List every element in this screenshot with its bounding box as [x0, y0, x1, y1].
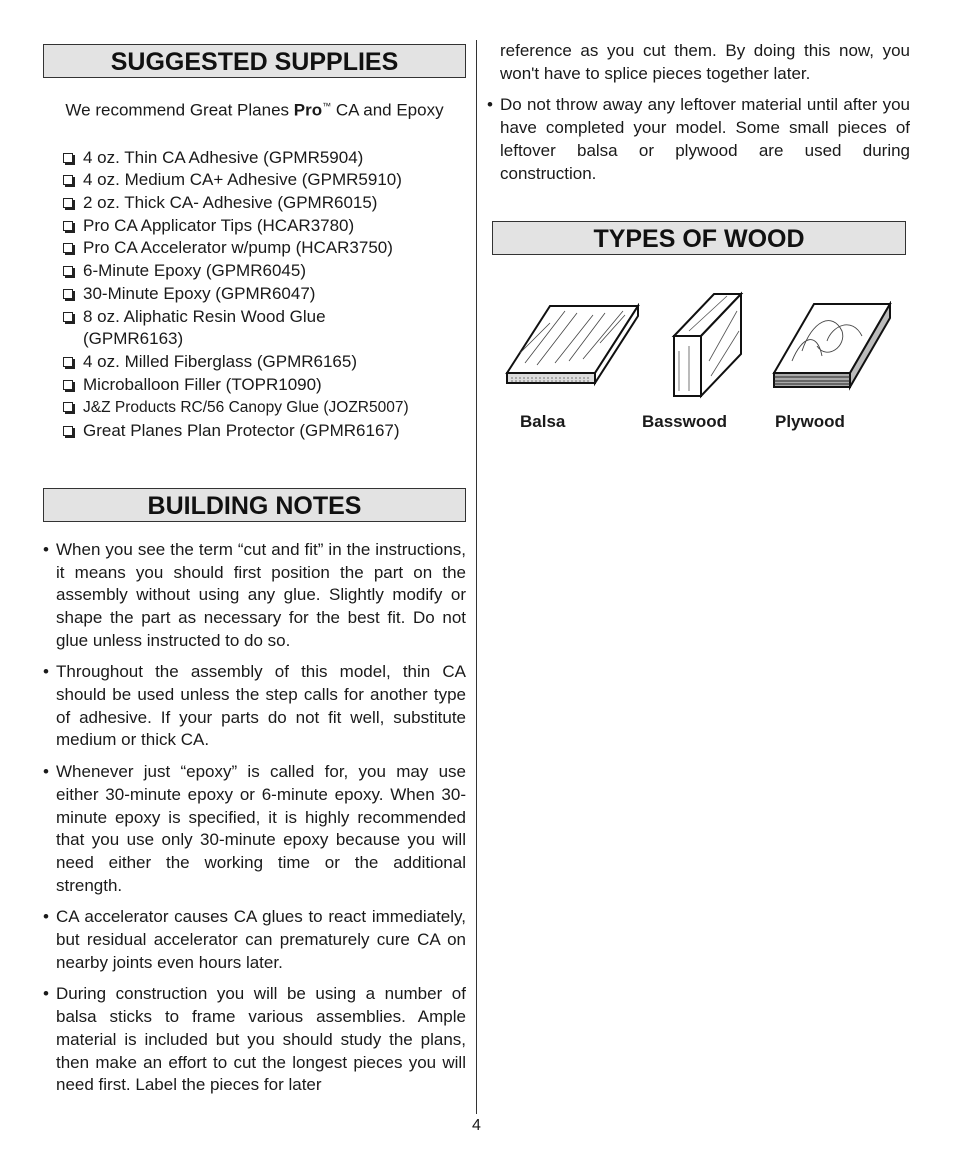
supply-item-label-cont: (GPMR6163)	[83, 329, 184, 349]
plywood-illustration	[772, 301, 892, 396]
checkbox-icon[interactable]	[63, 266, 73, 276]
supply-item	[63, 169, 466, 192]
supply-item	[63, 260, 466, 283]
supply-item	[63, 396, 466, 420]
page-number: 4	[472, 1117, 481, 1134]
building-note	[43, 539, 466, 653]
left-column	[43, 44, 466, 1106]
checkbox-icon[interactable]	[63, 153, 73, 163]
basswood-label: Basswood	[642, 412, 728, 432]
supply-item-label: Pro CA Accelerator w/pump (HCAR3750)	[83, 238, 393, 258]
bullet: •	[43, 539, 49, 559]
supplies-checklist	[63, 147, 466, 443]
plywood-label: Plywood	[775, 412, 845, 432]
checkbox-icon[interactable]	[63, 175, 73, 185]
supply-item	[63, 306, 466, 351]
checkbox-icon[interactable]	[63, 198, 73, 208]
checkbox-icon[interactable]	[63, 312, 73, 322]
checkbox-icon[interactable]	[63, 221, 73, 231]
supply-item	[63, 215, 466, 238]
intro-brand: Pro	[293, 100, 323, 120]
bullet: •	[43, 907, 49, 927]
note-text: CA accelerator causes CA glues to react immediately, but residual accelerator can prematurely cure CA on nearby joints even hours later.	[56, 907, 466, 972]
note-text: Whenever just “epoxy” is called for, you may use either 30-minute epoxy or 6-minute epoxy. When 30-minute epoxy is specified, it is highly recommended that you use only 30-minute epoxy because you will need either the working time or the additional strength.	[56, 762, 466, 895]
types-of-wood-heading: TYPES OF WOOD	[492, 221, 906, 255]
bullet: •	[43, 662, 49, 682]
supply-item	[63, 351, 466, 374]
checkbox-icon[interactable]	[63, 289, 73, 299]
balsa-illustration	[505, 303, 640, 398]
supply-item-label: 2 oz. Thick CA- Adhesive (GPMR6015)	[83, 193, 378, 213]
supply-item-label: Pro CA Applicator Tips (HCAR3780)	[83, 215, 355, 235]
building-notes-heading: BUILDING NOTES	[43, 488, 466, 522]
supply-item	[63, 147, 466, 170]
bullet: •	[43, 984, 49, 1004]
bullet: •	[487, 95, 493, 115]
supply-item-label: 4 oz. Medium CA+ Adhesive (GPMR5910)	[83, 170, 402, 190]
supply-item-label: 6-Minute Epoxy (GPMR6045)	[83, 261, 306, 281]
basswood-illustration	[669, 291, 749, 401]
supply-item-label: Microballoon Filler (TOPR1090)	[83, 374, 322, 394]
supply-item-label: 4 oz. Milled Fiberglass (GPMR6165)	[83, 351, 357, 371]
checkbox-icon[interactable]	[63, 402, 73, 412]
checkbox-icon[interactable]	[63, 426, 73, 436]
building-notes-list	[43, 539, 466, 1097]
checkbox-icon[interactable]	[63, 380, 73, 390]
checkbox-icon[interactable]	[63, 243, 73, 253]
supply-item	[63, 374, 466, 397]
balsa-label: Balsa	[520, 412, 566, 432]
note-text: During construction you will be using a number of balsa sticks to frame various assemblies. Ample material is included but you should study the plans, then make an effort to cut the longest pieces you will need first. Label the pieces for later	[56, 984, 466, 1095]
supply-item-label: Great Planes Plan Protector (GPMR6167)	[83, 421, 400, 441]
wood-types-figure	[487, 303, 910, 433]
note-text: Do not throw away any leftover material until after you have completed your model. Some small pieces of leftover balsa or plywood are used during construction.	[500, 95, 910, 183]
note-text: When you see the term “cut and fit” in the instructions, it means you should first position the part on the assembly without using any glue. Slightly modify or shape the part as necessary for the best fit. Do not glue unless instructed to do so.	[56, 539, 466, 650]
supply-item	[63, 192, 466, 215]
building-note	[43, 661, 466, 752]
right-column	[487, 40, 910, 433]
supply-item	[63, 420, 466, 443]
intro-text-after: CA and Epoxy	[331, 100, 444, 120]
bullet: •	[43, 762, 49, 782]
supply-item	[63, 237, 466, 260]
supply-item-label: 8 oz. Aliphatic Resin Wood Glue	[83, 306, 326, 326]
supply-item	[63, 283, 466, 306]
supply-item-label: 30-Minute Epoxy (GPMR6047)	[83, 283, 316, 303]
building-note-continued: reference as you cut them. By doing this now, you won't have to splice pieces together later.	[500, 41, 910, 83]
checkbox-icon[interactable]	[63, 357, 73, 367]
supplies-intro	[43, 95, 466, 122]
supply-item-label: 4 oz. Thin CA Adhesive (GPMR5904)	[83, 147, 364, 167]
building-note	[43, 761, 466, 897]
building-note	[43, 906, 466, 974]
note-text: Throughout the assembly of this model, thin CA should be used unless the step calls for another type of adhesive. If your parts do not fit well, substitute medium or thick CA.	[56, 662, 466, 750]
supply-item-label: J&Z Products RC/56 Canopy Glue (JOZR5007)	[83, 399, 409, 417]
trademark-symbol: ™	[322, 101, 332, 111]
building-note	[487, 94, 910, 185]
building-note	[43, 983, 466, 1097]
suggested-supplies-heading: SUGGESTED SUPPLIES	[43, 44, 466, 78]
intro-text-before: We recommend Great Planes	[65, 100, 294, 120]
column-divider	[476, 40, 477, 1114]
